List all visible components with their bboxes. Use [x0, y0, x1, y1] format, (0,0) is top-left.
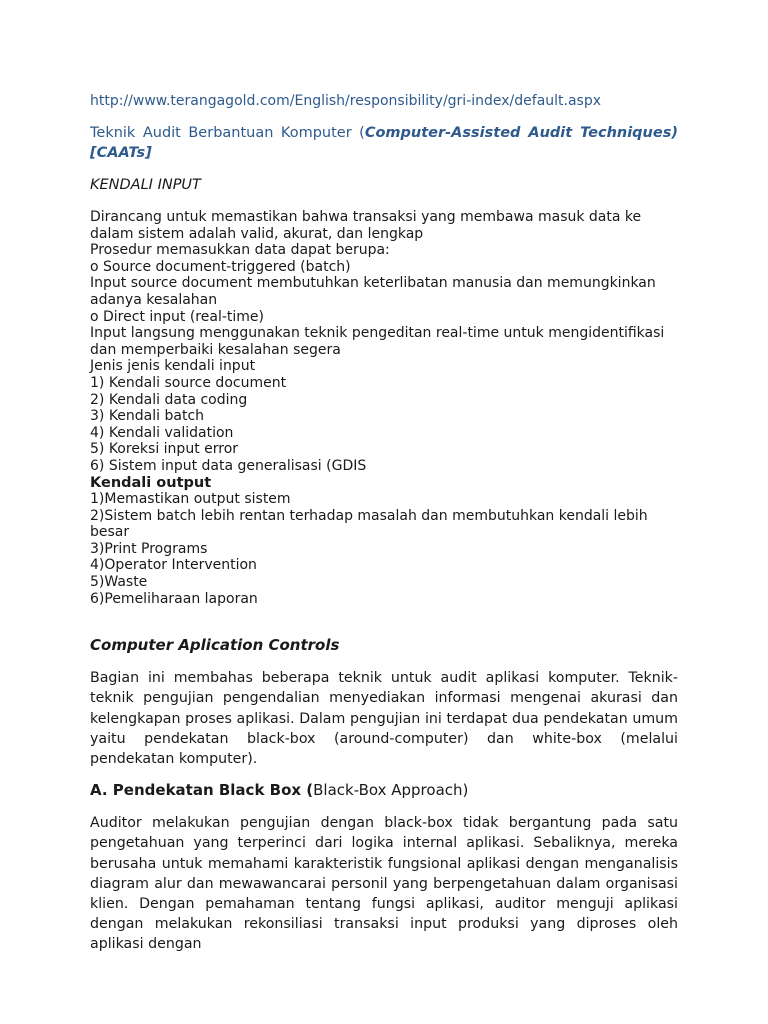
document-content [90, 92, 678, 955]
input-line: dalam sistem adalah valid, akurat, dan lengkap [90, 225, 424, 242]
source-url-link[interactable]: http://www.terangagold.com/English/responsibility/gri-index/default.aspx [90, 93, 602, 109]
kendali-output-title: Kendali output [90, 474, 212, 491]
input-list-item: 6) Sistem input data generalisasi (GDIS [90, 457, 367, 474]
input-line: Jenis jenis kendali input [90, 358, 256, 375]
black-box-heading-bold: A. Pendekatan Black Box ( [90, 781, 314, 800]
output-list-item: 3)Print Programs [90, 540, 208, 557]
input-list-item: 5) Koreksi input error [90, 441, 239, 458]
input-line: adanya kesalahan [90, 291, 218, 308]
kendali-input-body [90, 209, 678, 607]
caats-term: Computer-Assisted Audit Techniques) [CAATs] [90, 125, 678, 161]
cac-title-text: Computer Aplication Controls [90, 636, 340, 655]
output-list-item: 5)Waste [90, 574, 148, 591]
black-box-heading [90, 780, 678, 800]
input-list-item: 3) Kendali batch [90, 408, 205, 425]
output-list-item: 6)Pemeliharaan laporan [90, 590, 258, 607]
input-line: Prosedur memasukkan data dapat berupa: [90, 242, 390, 259]
input-line: dan memperbaiki kesalahan segera [90, 341, 341, 358]
caats-heading [90, 123, 678, 163]
output-list-item: 2)Sistem batch lebih rentan terhadap masalah dan membutuhkan kendali lebih besar [90, 507, 648, 541]
input-line: o Source document-triggered (batch) [90, 258, 351, 275]
input-line: Dirancang untuk memastikan bahwa transaksi yang membawa masuk data ke [90, 209, 642, 225]
input-line: Input source document membutuhkan keterlibatan manusia dan memungkinkan [90, 275, 656, 292]
black-box-heading-normal: Black-Box Approach) [313, 781, 469, 800]
input-line: Input langsung menggunakan teknik pengeditan real-time untuk mengidentifikasi [90, 325, 665, 342]
input-list-item: 2) Kendali data coding [90, 391, 248, 408]
computer-application-controls-title [90, 635, 678, 655]
output-list-item: 4)Operator Intervention [90, 557, 257, 574]
input-list-item: 4) Kendali validation [90, 424, 234, 441]
black-box-paragraph: Auditor melakukan pengujian dengan black-box tidak bergantung pada satu pengetahuan yang terperinci dari logika internal aplikasi. Sebaliknya, mereka berusaha untuk memahami karakteristik fungsional aplikasi dengan menganalisis diagram alur dan mewawancarai personil yang berpengetahuan dalam organisasi klien. Dengan pemahaman tentang fungsi aplikasi, auditor menguji aplikasi dengan melakukan rekonsiliasi transaksi input produksi yang diproses oleh aplikasi dengan [90, 815, 678, 953]
cac-paragraph: Bagian ini membahas beberapa teknik untuk audit aplikasi komputer. Teknik-teknik pengujian pengendalian menyediakan informasi mengenai akurasi dan kelengkapan proses aplikasi. Dalam pengujian ini terdapat dua pendekatan umum yaitu pendekatan black-box (around-computer) dan white-box (melalui pendekatan komputer). [90, 670, 678, 768]
kendali-input-title: KENDALI INPUT [90, 177, 201, 193]
output-list-item: 1)Memastikan output sistem [90, 491, 291, 508]
caats-prefix: Teknik Audit Berbantuan Komputer ( [90, 125, 365, 141]
input-list-item: 1) Kendali source document [90, 374, 287, 391]
input-line: o Direct input (real-time) [90, 308, 264, 325]
